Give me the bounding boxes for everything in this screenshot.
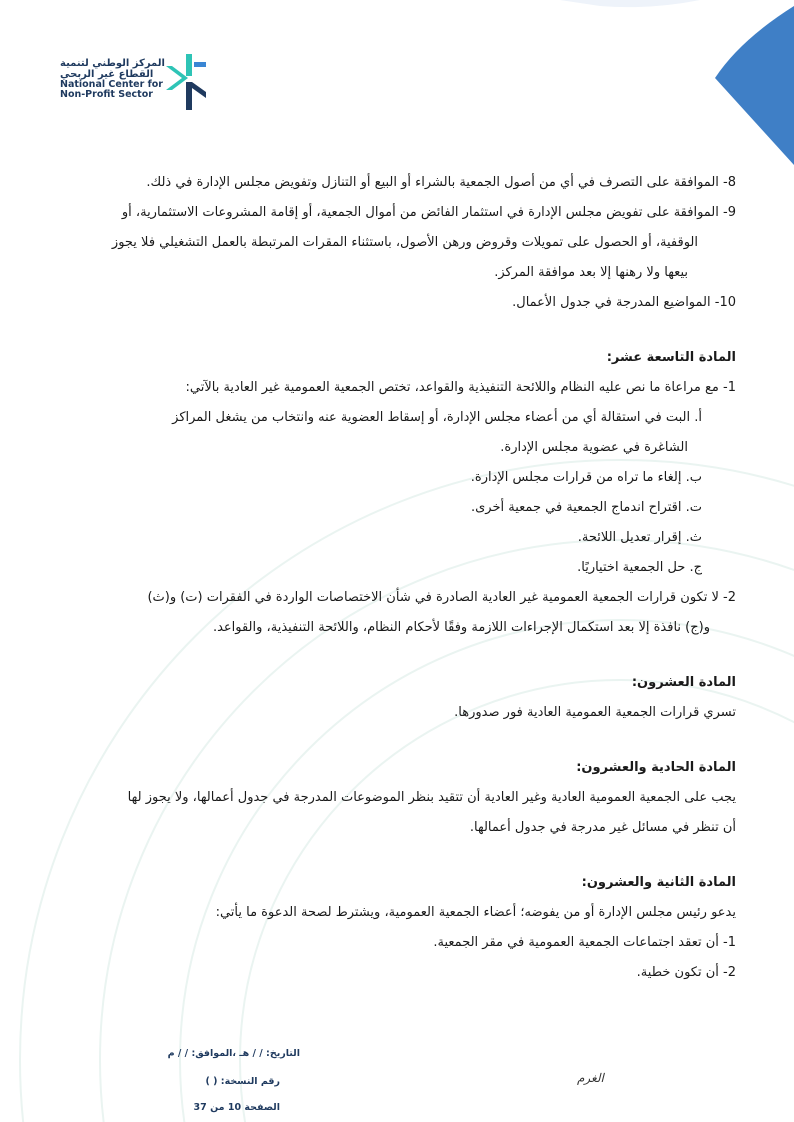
logo (60, 52, 220, 112)
article-19-paragraph-2-line-1: 2- لا تكون قرارات الجمعية العمومية غير العادية الصادرة في شأن الاختصاصات الواردة في الفقرات (ت) و(ث) (147, 590, 736, 605)
article-19-item-a-line-1: أ. البت في استقالة أي من أعضاء مجلس الإدارة، أو إسقاط العضوية عنه وانتخاب من يشغل المراكز (172, 410, 702, 425)
article-19-paragraph-1: 1- مع مراعاة ما نص عليه النظام واللائحة التنفيذية والقواعد، تختص الجمعية العمومية غير العادية بالآتي: (185, 380, 736, 395)
article-22-line-1: يدعو رئيس مجلس الإدارة أو من يفوضه؛ أعضاء الجمعية العمومية، ويشترط لصحة الدعوة ما يأتي: (215, 905, 736, 920)
logo-arabic-line-1: المركز الوطني لتنمية (60, 58, 165, 69)
article-20-title: المادة العشرون: (631, 675, 736, 690)
article-22-item-2: 2- أن تكون خطية. (636, 965, 736, 980)
logo-english-line-2: Non-Profit Sector (60, 89, 153, 100)
article-20-text: تسري قرارات الجمعية العمومية العادية فور صدورها. (454, 705, 736, 720)
article-19-item-t: ت. اقتراح اندماج الجمعية في جمعية أخرى. (471, 500, 702, 515)
logo-arabic-line-2: القطاع غير الربحي (60, 69, 154, 80)
article-19-paragraph-2-line-2: و(ج) نافذة إلا بعد استكمال الإجراءات اللازمة وفقًا لأحكام النظام، واللائحة التنفيذية، والقواعد. (212, 620, 710, 635)
article-19-item-j: ج. حل الجمعية اختياريًا. (577, 560, 702, 575)
item-9-line-1: 9- الموافقة على تفويض مجلس الإدارة في استثمار الفائض من أموال الجمعية، أو إقامة المشروعات الاستثمارية، أو (121, 205, 736, 220)
article-19-item-b: ب. إلغاء ما تراه من قرارات مجلس الإدارة. (470, 470, 702, 485)
item-10: 10- المواضيع المدرجة في جدول الأعمال. (512, 295, 736, 310)
article-19-item-th: ث. إقرار تعديل اللائحة. (577, 530, 702, 545)
corner-shape (715, 6, 794, 165)
article-22-title: المادة الثانية والعشرون: (581, 875, 736, 890)
article-21-line-2: أن تنظر في مسائل غير مدرجة في جدول أعمالها. (469, 820, 736, 835)
article-21-line-1: يجب على الجمعية العمومية العادية وغير العادية أن تتقيد بنظر الموضوعات المدرجة في جدول أعمالها، ولا يجوز لها (127, 790, 736, 805)
logo-english-line-1: National Center for (60, 79, 163, 90)
footer-copy-number: رقم النسخة: ( ) (205, 1076, 280, 1087)
signature (575, 1066, 615, 1088)
article-22-item-1: 1- أن تعقد اجتماعات الجمعية العمومية في مقر الجمعية. (433, 935, 736, 950)
item-9-line-3: بيعها ولا رهنها إلا بعد موافقة المركز. (494, 265, 688, 280)
item-8: 8- الموافقة على التصرف في أي من أصول الجمعية بالشراء أو البيع أو التنازل وتفويض مجلس الإدارة في ذلك. (146, 175, 736, 190)
article-19-item-a-line-2: الشاغرة في عضوية مجلس الإدارة. (500, 440, 688, 455)
footer-page-number: الصفحة 10 من 37 (193, 1102, 280, 1113)
article-19-title: المادة التاسعة عشر: (606, 350, 736, 365)
corner-shape-light (560, 0, 700, 7)
footer (60, 1048, 300, 1118)
svg-text:الغرم: الغرم (577, 1071, 604, 1085)
footer-date: التاريخ: / / هـ ،الموافق: / / م (167, 1048, 300, 1059)
logo-mark-icon (162, 52, 210, 112)
article-21-title: المادة الحادية والعشرون: (576, 760, 736, 775)
document-body (60, 168, 736, 988)
item-9-line-2: الوقفية، أو الحصول على تمويلات وقروض ورهن الأصول، باستثناء المقرات المرتبطة بالعمل التشغيلي فلا يجوز (111, 235, 698, 250)
logo-text (60, 58, 168, 100)
